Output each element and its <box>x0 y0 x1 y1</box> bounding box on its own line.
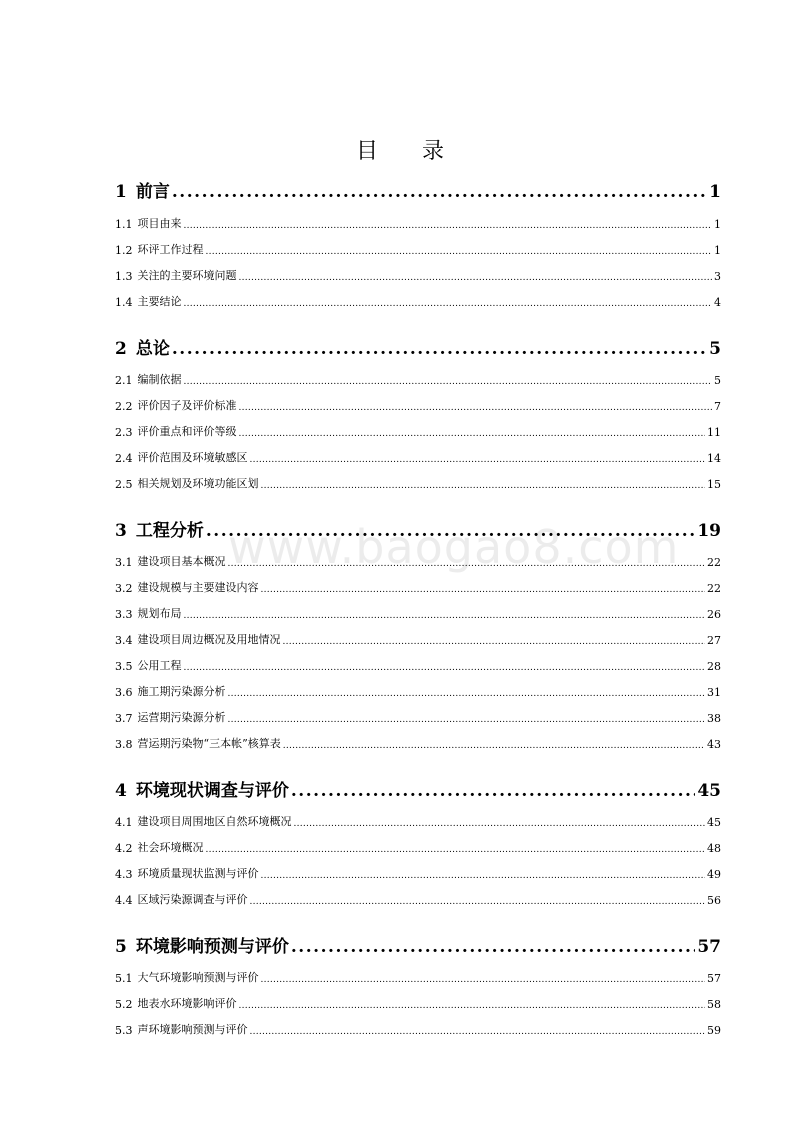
entry-page-number: 28 <box>707 660 721 673</box>
entry-page-number: 26 <box>707 608 721 621</box>
entry-number: 4.2 <box>115 842 133 855</box>
entry-page-number: 49 <box>707 868 721 881</box>
entry-number: 5.3 <box>115 1024 133 1037</box>
entry-number: 2.5 <box>115 478 133 491</box>
entry-label: 总论 <box>135 339 170 359</box>
entry-page-number: 3 <box>714 270 721 283</box>
toc-section-entry[interactable] <box>115 659 721 673</box>
entry-label: 营运期污染物“三本帐”核算表 <box>137 737 281 750</box>
entry-number: 2 <box>115 339 127 359</box>
entry-label: 地表水环境影响评价 <box>137 997 237 1010</box>
dot-leader <box>291 784 695 801</box>
entry-page-number: 48 <box>707 842 721 855</box>
title-char: 录 <box>422 139 445 164</box>
entry-label: 社会环境概况 <box>137 841 204 854</box>
entry-number: 5.1 <box>115 972 133 985</box>
entry-page-number: 31 <box>707 686 721 699</box>
dot-leader <box>228 560 706 569</box>
entry-label: 建设项目周边概况及用地情况 <box>137 633 281 646</box>
entry-page-number: 1 <box>714 244 721 257</box>
entry-label: 大气环境影响预测与评价 <box>137 971 259 984</box>
entry-label: 建设规模与主要建设内容 <box>137 581 259 594</box>
toc-section-entry[interactable] <box>115 633 721 647</box>
entry-number: 4 <box>115 781 127 801</box>
entry-page-number: 19 <box>697 521 721 541</box>
entry-page-number: 11 <box>707 426 721 439</box>
toc-section-entry[interactable] <box>115 711 721 725</box>
entry-page-number: 5 <box>709 339 721 359</box>
entry-number: 4.3 <box>115 868 133 881</box>
entry-label: 工程分析 <box>135 521 204 541</box>
dot-leader <box>184 612 706 621</box>
entry-label: 区域污染源调查与评价 <box>137 893 248 906</box>
entry-number: 3.7 <box>115 712 133 725</box>
toc-chapter-entry[interactable] <box>115 779 721 801</box>
entry-label: 建设项目周围地区自然环境概况 <box>137 815 292 828</box>
toc-chapter-entry[interactable] <box>115 519 721 541</box>
dot-leader <box>184 222 713 231</box>
dot-leader <box>294 820 706 829</box>
dot-leader <box>261 482 706 491</box>
entry-number: 4.4 <box>115 894 133 907</box>
entry-page-number: 22 <box>707 556 721 569</box>
dot-leader <box>283 638 706 647</box>
dot-leader <box>184 300 713 309</box>
entry-page-number: 5 <box>714 374 721 387</box>
toc-section-entry[interactable] <box>115 607 721 621</box>
toc-section-entry[interactable] <box>115 555 721 569</box>
entry-number: 4.1 <box>115 816 133 829</box>
entry-page-number: 15 <box>707 478 721 491</box>
title-char: 目 <box>355 139 378 164</box>
dot-leader <box>184 664 706 673</box>
dot-leader <box>239 404 713 413</box>
toc-section-entry[interactable] <box>115 373 721 387</box>
entry-page-number: 27 <box>707 634 721 647</box>
entry-label: 运营期污染源分析 <box>137 711 226 724</box>
watermark: www.baogao8.com <box>228 520 680 574</box>
entry-number: 3.3 <box>115 608 133 621</box>
entry-label: 公用工程 <box>137 659 182 672</box>
toc-chapter-entry[interactable] <box>115 337 721 359</box>
entry-number: 2.1 <box>115 374 133 387</box>
entry-label: 环境质量现状监测与评价 <box>137 867 259 880</box>
dot-leader <box>283 742 705 751</box>
toc-chapter-entry[interactable] <box>115 180 721 202</box>
entry-label: 相关规划及环境功能区划 <box>137 477 259 490</box>
entry-number: 5 <box>115 937 127 957</box>
entry-page-number: 22 <box>707 582 721 595</box>
dot-leader <box>172 342 707 359</box>
toc-section-entry[interactable] <box>115 815 721 829</box>
entry-label: 前言 <box>135 182 170 202</box>
entry-page-number: 14 <box>707 452 721 465</box>
entry-number: 1.1 <box>115 218 133 231</box>
entry-page-number: 58 <box>707 998 721 1011</box>
entry-page-number: 43 <box>707 738 721 751</box>
entry-label: 评价重点和评价等级 <box>137 425 237 438</box>
entry-number: 5.2 <box>115 998 133 1011</box>
toc-section-entry[interactable] <box>115 737 721 751</box>
entry-label: 主要结论 <box>137 295 182 308</box>
entry-label: 环境影响预测与评价 <box>135 937 289 957</box>
toc-section-entry[interactable] <box>115 295 721 309</box>
toc-section-entry[interactable] <box>115 451 721 465</box>
entry-page-number: 7 <box>714 400 721 413</box>
entry-page-number: 1 <box>709 182 721 202</box>
entry-page-number: 59 <box>707 1024 721 1037</box>
toc-section-entry[interactable] <box>115 841 721 855</box>
dot-leader <box>250 1028 706 1037</box>
toc-chapter-entry[interactable] <box>115 935 721 957</box>
entry-label: 环境现状调查与评价 <box>135 781 289 801</box>
toc-section-entry[interactable] <box>115 971 721 985</box>
entry-number: 2.3 <box>115 426 133 439</box>
toc-section-entry[interactable] <box>115 893 721 907</box>
dot-leader <box>291 940 695 957</box>
dot-leader <box>250 456 706 465</box>
entry-page-number: 45 <box>707 816 721 829</box>
entry-number: 3 <box>115 521 127 541</box>
dot-leader <box>184 378 713 387</box>
dot-leader <box>239 1002 706 1011</box>
entry-number: 1.2 <box>115 244 133 257</box>
dot-leader <box>261 586 706 595</box>
dot-leader <box>206 846 706 855</box>
entry-page-number: 4 <box>714 296 721 309</box>
entry-number: 3.8 <box>115 738 133 751</box>
entry-page-number: 38 <box>707 712 721 725</box>
entry-label: 施工期污染源分析 <box>137 685 226 698</box>
dot-leader <box>261 976 706 985</box>
entry-number: 3.2 <box>115 582 133 595</box>
toc-section-entry[interactable] <box>115 867 721 881</box>
dot-leader <box>228 716 706 725</box>
toc-section-entry[interactable] <box>115 685 721 699</box>
entry-number: 1.4 <box>115 296 133 309</box>
entry-page-number: 57 <box>697 937 721 957</box>
entry-number: 1 <box>115 182 127 202</box>
toc-section-entry[interactable] <box>115 581 721 595</box>
toc-section-entry[interactable] <box>115 399 721 413</box>
dot-leader <box>239 274 713 283</box>
entry-number: 3.1 <box>115 556 133 569</box>
entry-number: 2.2 <box>115 400 133 413</box>
dot-leader <box>206 248 713 257</box>
entry-page-number: 45 <box>697 781 721 801</box>
entry-number: 3.5 <box>115 660 133 673</box>
toc-section-entry[interactable] <box>115 997 721 1011</box>
entry-number: 1.3 <box>115 270 133 283</box>
dot-leader <box>228 690 706 699</box>
toc-section-entry[interactable] <box>115 243 721 257</box>
entry-page-number: 56 <box>707 894 721 907</box>
toc-section-entry[interactable] <box>115 269 721 283</box>
entry-number: 3.6 <box>115 686 133 699</box>
dot-leader <box>261 872 706 881</box>
dot-leader <box>250 898 706 907</box>
entry-label: 评价因子及评价标准 <box>137 399 237 412</box>
entry-label: 规划布局 <box>137 607 182 620</box>
entry-number: 3.4 <box>115 634 133 647</box>
entry-number: 2.4 <box>115 452 133 465</box>
entry-label: 声环境影响预测与评价 <box>137 1023 248 1036</box>
entry-page-number: 57 <box>707 972 721 985</box>
entry-label: 环评工作过程 <box>137 243 204 256</box>
dot-leader <box>206 524 695 541</box>
entry-label: 评价范围及环境敏感区 <box>137 451 248 464</box>
dot-leader <box>239 430 706 439</box>
entry-label: 建设项目基本概况 <box>137 555 226 568</box>
toc-section-entry[interactable] <box>115 1023 721 1037</box>
dot-leader <box>172 185 707 202</box>
toc-section-entry[interactable] <box>115 217 721 231</box>
entry-label: 关注的主要环境问题 <box>137 269 237 282</box>
entry-label: 编制依据 <box>137 373 182 386</box>
entry-label: 项目由来 <box>137 217 182 230</box>
toc-section-entry[interactable] <box>115 425 721 439</box>
toc-section-entry[interactable] <box>115 477 721 491</box>
entry-page-number: 1 <box>714 218 721 231</box>
